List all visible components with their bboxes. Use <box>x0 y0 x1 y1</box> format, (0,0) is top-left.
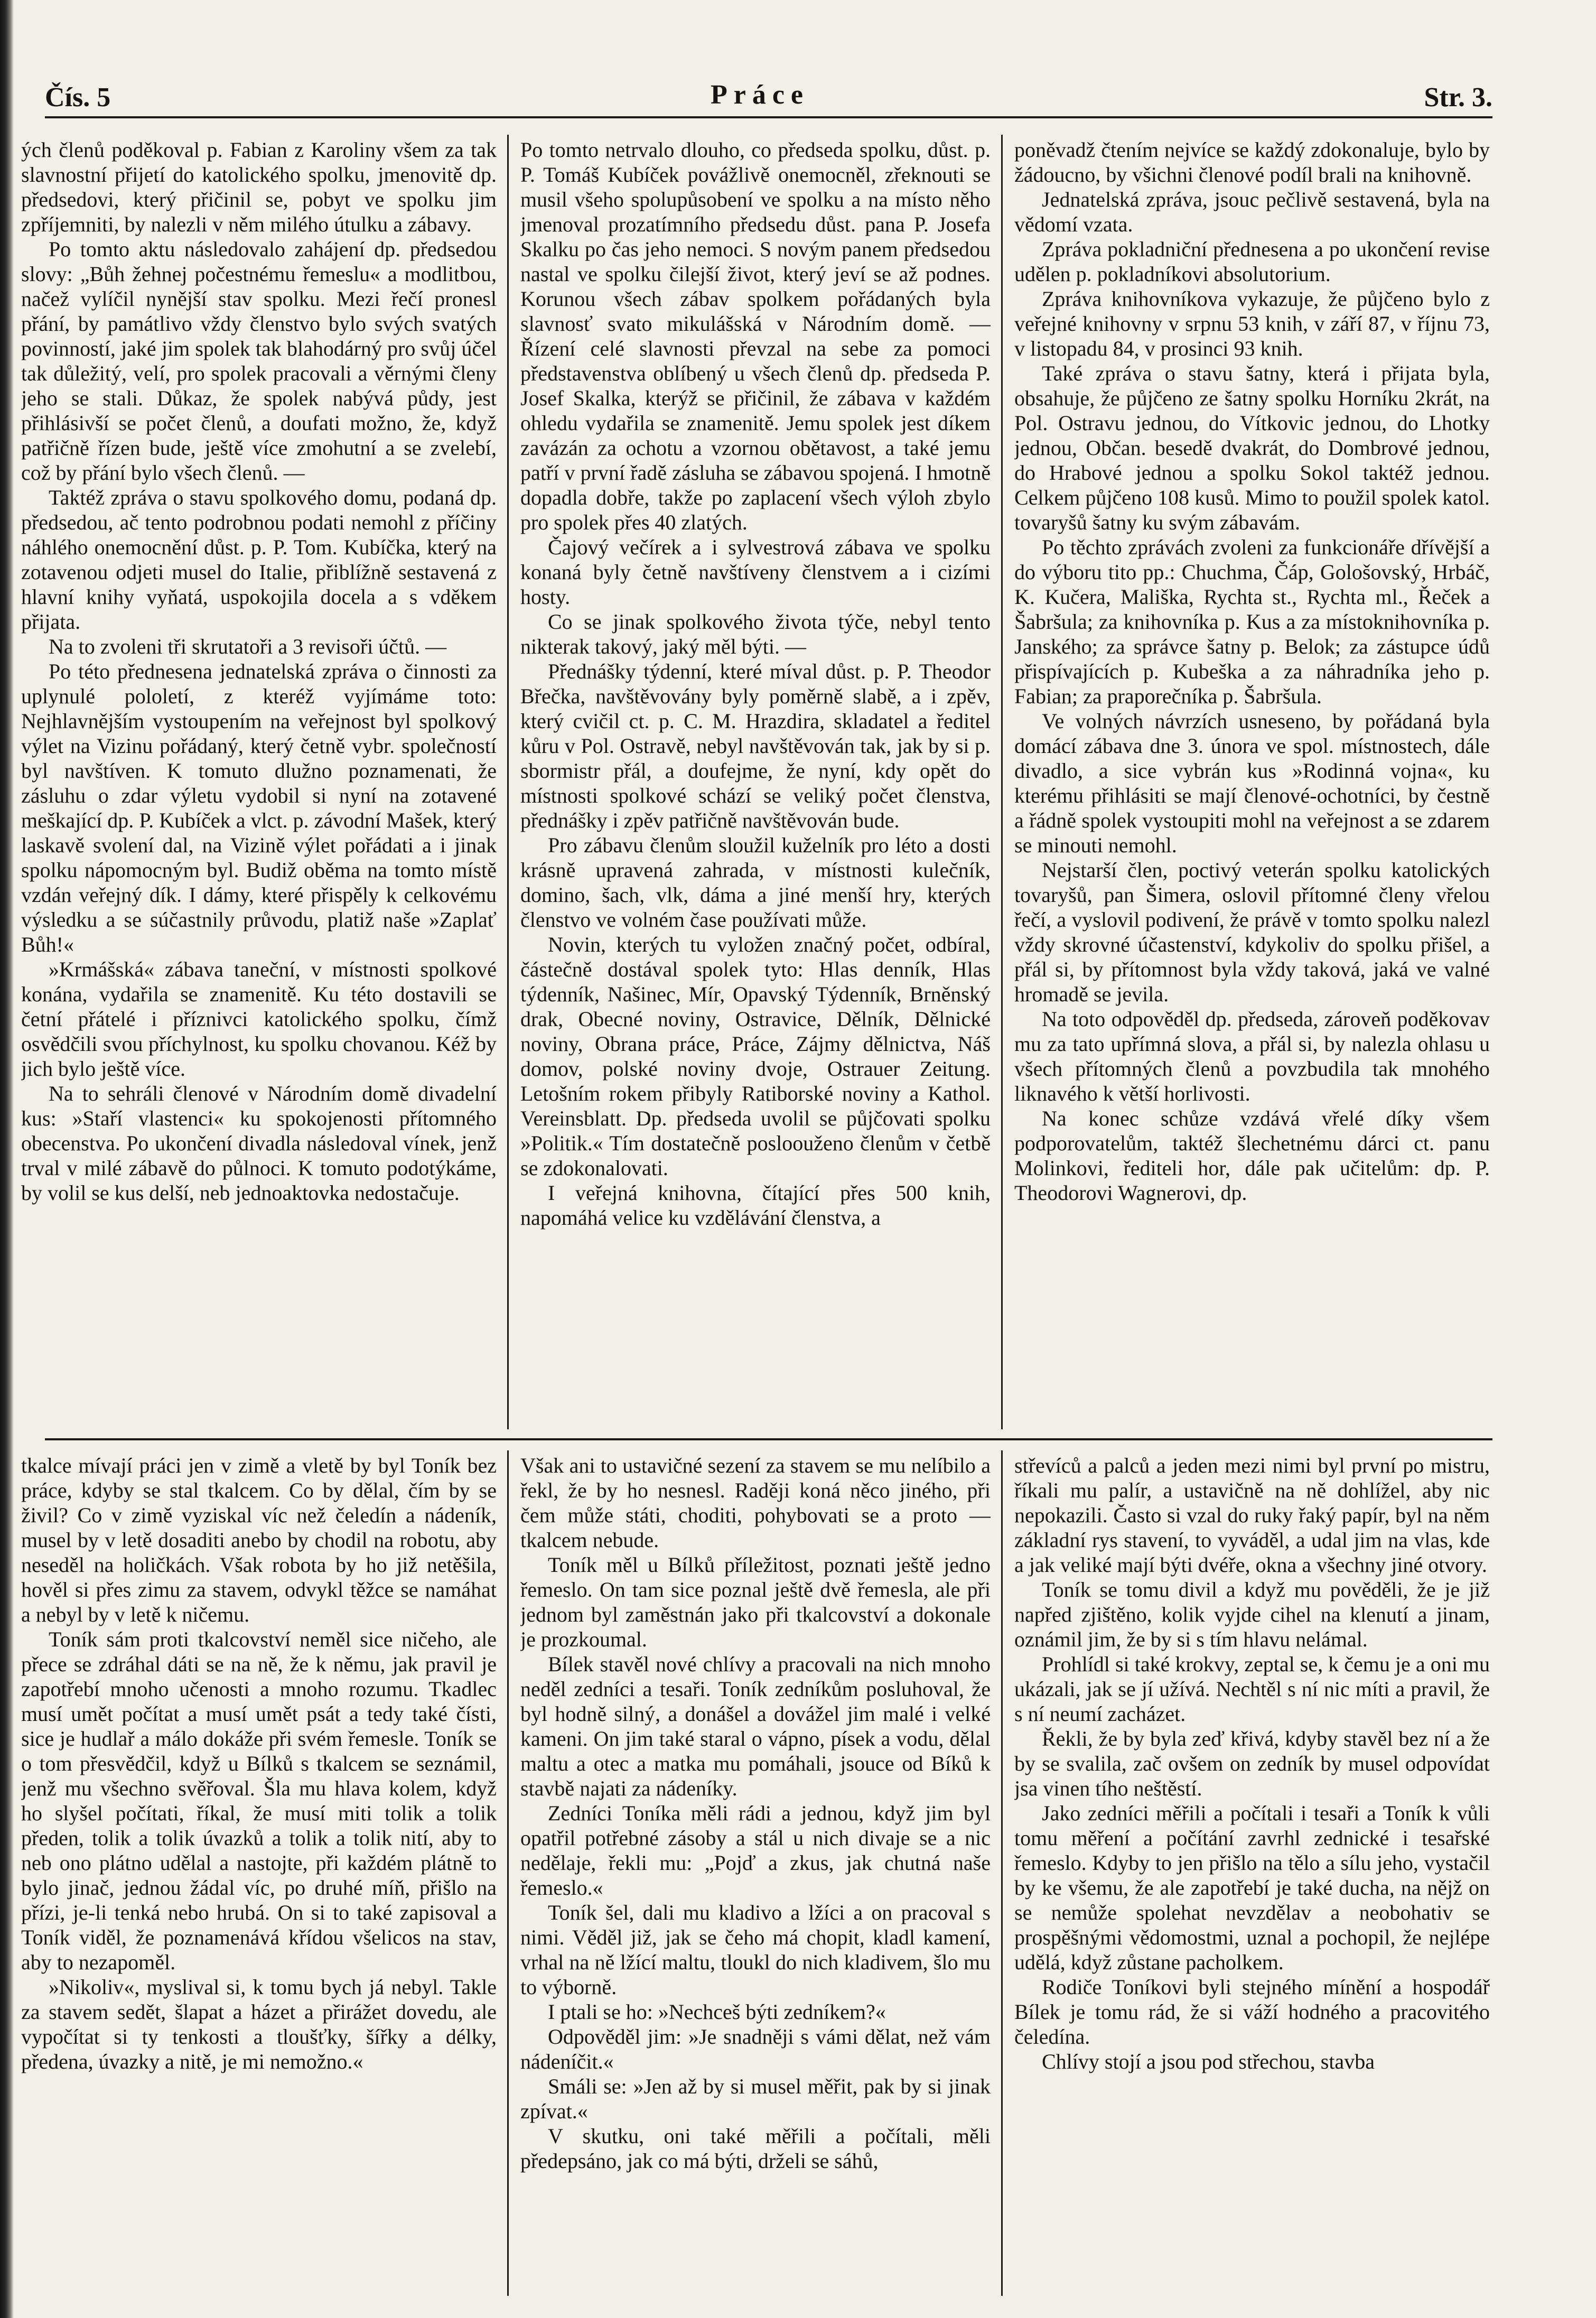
article-column-upper-3 <box>1014 137 1490 1427</box>
paragraph: tkalce mívají práci jen v zimě a vletě by byl Toník bez práce, kdyby se stal tkalcem. Co by dělal, čím by se živil? Co v zimě vyziskal víc než čeledín a nádeník, musel by v letě dosaditi anebo by chodil na robotu, aby neseděl na holičkách. Však robota by ho již netěšila, hověl si přes zimu za stavem, odvykl těžce se namáhat a nebyl by v letě k ničemu. <box>21 1454 497 1626</box>
paragraph: Rodiče Toníkovi byli stejného mínění a hospodář Bílek je tomu rád, že si váží hodného a pracovitého čeledína. <box>1014 1975 1490 2049</box>
paragraph: Taktéž zpráva o stavu spolkového domu, podaná dp. předsedou, ač tento podrobnou podati nemohl z příčiny náhlého onemocnění důst. p. P. Tom. Kubíčka, který na zotavenou odjeti musel do Italie, přiblížně sestavená z hlavní knihy vyňatá, uspokojila docela a s vděkem přijata. <box>21 486 497 634</box>
paragraph: »Krmášská« zábava taneční, v místnosti spolkové konána, vydařila se znamenitě. Ku této dostavili se četní přátelé i příznivci katolického spolku, čímž osvědčili svou příchylnost, ku spolku chovanou. Kéž by jich bylo ještě více. <box>21 957 497 1081</box>
paragraph: Po tomto aktu následovalo zahájení dp. předsedou slovy: „Bůh žehnej počestnému řemeslu« a modlitbou, načež vylíčil nynější stav spolku. Mezi řečí pronesl přání, by památlivo vždy členstvo bylo svých svatých povinností, jaké jim spolek tak blahodárný pro svůj účel tak důležitý, velí, pro spolek pracovali a věrnými členy jeho se stali. Důkaz, že spolek nabývá půdy, jest přihlásivší se počet členů, a doufati možno, že, když patřičně řízen bude, ještě více zmohutní a se zvelebí, což by přání bylo všech členů. — <box>21 237 497 485</box>
paragraph: Novin, kterých tu vyložen značný počet, odbíral, částečně dostával spolek tyto: Hlas denník, Hlas týdenník, Našinec, Mír, Opavský Týdenník, Brněnský drak, Obecné noviny, Ostravice, Dělník, Dělnické noviny, Obrana práce, Práce, Zájmy dělnictva, Náš domov, polské noviny dvoje, Ostrauer Zeitung. Letošním rokem přibyly Ratiborské noviny a Kathol. Vereinsblatt. Dp. předseda uvolil se půjčovati spolku »Politik.« Tím dostatečně posloouženo členům v četbě se zdokonalovati. <box>520 933 991 1180</box>
page-number: Str. 3. <box>1424 82 1492 113</box>
paragraph: Toník šel, dali mu kladivo a lžíci a on pracoval s nimi. Věděl již, jak se čeho má chopit, kladl kamení, vrhal na ně lžící maltu, tloukl do nich kladivem, šlo mu to výborně. <box>520 1901 991 1999</box>
paragraph: ých členů poděkoval p. Fabian z Karoliny všem za tak slavnostní přijetí do katolického spolku, jmenovitě dp. předsedovi, který přičinil se, pobyt ve spolku jim zpříjemniti, by nalezli v něm milého útulku a zábavy. <box>21 138 497 236</box>
column-divider <box>507 1450 509 2296</box>
paragraph: Prohlídl si také krokvy, zeptal se, k čemu je a oni mu ukázali, jak se jí užívá. Nechtěl s ní nic míti a pravil, že s ní neumí zacházet. <box>1014 1652 1490 1726</box>
paragraph: Ve volných návrzích usneseno, by pořádaná byla domácí zábava dne 3. února ve spol. místnostech, dále divadlo, a sice vybrán kus »Rodinná vojna«, ku kterému přihlásiti se mají členové-ochotníci, by čestně a řádně spolek vystoupiti mohl na veřejnost a se zdarem se minouti nemohl. <box>1014 709 1490 857</box>
column-divider <box>1001 135 1003 1429</box>
story-column-lower-1 <box>21 1453 497 2298</box>
header-rule <box>45 116 1492 118</box>
paragraph: střevíců a palců a jeden mezi nimi byl první po mistru, říkali mu palír, a ustavičně na ně dohlížel, aby nic nepokazili. Často si vzal do ruky řaký papír, byl na něm základní rys stavení, to vyváděl, a udal jim na vlas, kde a jak veliké mají býti dvéře, okna a všechny jiné otvory. <box>1014 1454 1490 1577</box>
paragraph: Čajový večírek a i sylvestrová zábava ve spolku konaná byly četně navštíveny členstvem a i cizími hosty. <box>520 535 991 609</box>
paragraph: I ptali se ho: »Nechceš býti zedníkem?« <box>548 2000 886 2024</box>
paragraph: Zpráva knihovníkova vykazuje, že půjčeno bylo z veřejné knihovny v srpnu 53 knih, v září 87, v říjnu 73, v listopadu 84, v prosinci 93 knih. <box>1014 287 1490 360</box>
paragraph: Však ani to ustavičné sezení za stavem se mu nelíbilo a řekl, že by ho nesnesl. Raději koná něco jiného, při čem může státi, choditi, pohybovati se a proto — tkalcem nebude. <box>520 1454 991 1552</box>
scan-binding-edge <box>0 0 14 2318</box>
paragraph: Smáli se: »Jen až by si musel měřit, pak by si jinak zpívat.« <box>520 2074 991 2123</box>
paragraph: »Nikoliv«, myslival si, k tomu bych já nebyl. Takle za stavem sedět, šlapat a házet a přirážet dovedu, ale vypočítat si ty tenkosti a tloušťky, šířky a délky, předena, úvazky a nitě, je mi nemožno.« <box>21 1975 497 2073</box>
paragraph: poněvadž čtením nejvíce se každý zdokonaluje, bylo by žádoucno, by všichni členové podíl brali na knihovně. <box>1014 138 1490 187</box>
paragraph: Na to sehráli členové v Národním domě divadelní kus: »Staří vlastenci« ku spokojenosti přítomného obecenstva. Po ukončení divadla následoval vínek, jenž trval v milé zábavě do půlnoci. K tomuto podotýkáme, by volil se kus delší, neb jednoaktovka nedostačuje. <box>21 1082 497 1205</box>
paragraph: Zedníci Toníka měli rádi a jednou, když jim byl opatřil potřebné zásoby a stál u nich divaje se a nic nedělaje, řekli mu: „Pojď a zkus, jak chutná naše řemeslo.« <box>520 1801 991 1900</box>
paragraph: Pro zábavu členům sloužil kuželník pro léto a dosti krásně upravená zahrada, v místnosti kulečník, domino, šach, vlk, dáma a jiné menší hry, kterých členstvo ve volném čase používati může. <box>520 833 991 932</box>
article-column-upper-2 <box>520 137 991 1427</box>
paragraph: Jako zedníci měřili a počítali i tesaři a Toník k vůli tomu měření a počítání zavrhl zednické i tesařské řemeslo. Kdyby to jen přišlo na tělo a sílu jeho, vystačil by ke všemu, že ale zapotřebí je také ducha, na nějž on se nemůže spolehat nevzdělav a neobohativ se prospěšnými vědomostmi, uznal a pochopil, že nejlépe udělá, když zůstane pacholkem. <box>1014 1801 1490 1974</box>
paragraph: Jednatelská zpráva, jsouc pečlivě sestavená, byla na vědomí vzata. <box>1014 188 1490 236</box>
paragraph: Po této přednesena jednatelská zpráva o činnosti za uplynulé pololetí, z kteréž vyjímáme toto: Nejhlavnějším vystoupením na veřejnost byl spolkový výlet na Vizinu pořádaný, který četně vybr. společností byl navštíven. K tomuto dlužno poznamenati, že zásluhu o zdar výletu vydobil si nyní na zotavené meškající dp. P. Kubíček a vlct. p. závodní Mašek, který laskavě svolení dal, na Vizině výlet pořádati a i jinak spolku nápomocným byl. Budiž oběma na tomto místě vzdán veřejný dík. I dámy, které přispěly k celkovému výsledku a se súčastnily průvodu, platiž naše »Zaplať Bůh!« <box>21 659 497 956</box>
paragraph: Po těchto zprávách zvoleni za funkcionáře dřívější a do výboru tito pp.: Chuchma, Čáp, Gološovský, Hrbáč, K. Kučera, Mališka, Rychta st., Rychta ml., Řeček a Šabršula; za knihovníka p. Kus a za místoknihovníka p. Janského; za správce šatny p. Belok; za zástupce údů přispívajících p. Kubeška a za náhradníka jeho p. Fabian; za praporečníka p. Šabršula. <box>1014 535 1490 708</box>
paragraph: Po tomto netrvalo dlouho, co předseda spolku, důst. p. P. Tomáš Kubíček povážlivě onemocněl, zřeknouti se musil všeho spolupůsobení ve spolku a na místo něho jmenoval prozatímního předsedu důst. pana P. Josefa Skalku po čas jeho nemoci. S novým panem předsedou nastal ve spolku čilejší život, který jeví se až podnes. Korunou všech zábav spolkem pořádaných byla slavnosť svato mikulášská v Národním domě. — Řízení celé slavnosti převzal na sebe za pomoci představenstva oblíbený u všech členů dp. předseda P. Josef Skalka, kterýž se přičinil, že zábava v každém ohledu vydařila se znamenitě. Jemu spolek jest díkem zavázán za ochotu a vzornou obětavost, a také jemu patří v první řadě zásluha se zábavou spojená. I hmotně dopadla dobře, takže po zaplacení všech výloh zbylo pro spolek přes 40 zlatých. <box>520 138 991 534</box>
paragraph: Toník měl u Bílků příležitost, poznati ještě jedno řemeslo. On tam sice poznal ještě dvě řemesla, ale při jednom byl zaměstnán jako při tkalcovství a dokonale je prozkoumal. <box>520 1553 991 1651</box>
paragraph: Přednášky týdenní, které míval důst. p. P. Theodor Břečka, navštěvovány byly poměrně slabě, a i zpěv, který cvičil ct. p. C. M. Hrazdira, skladatel a ředitel kůru v Pol. Ostravě, nebyl navštěvován tak, jak by si p. sbormistr přál, a doufejme, že nyní, kdy opět do místnosti spolkové schází se veliký počet členstva, přednášky i zpěv patřičně navštěvován bude. <box>520 659 991 832</box>
paragraph: Co se jinak spolkového života týče, nebyl tento nikterak takový, jaký měl býti. — <box>520 610 991 658</box>
story-column-lower-2 <box>520 1453 991 2298</box>
paragraph: I veřejná knihovna, čítající přes 500 knih, napomáhá velice ku vzdělávání členstva, a <box>520 1181 991 1230</box>
paragraph: Odpověděl jim: »Je snadněji s vámi dělat, než vám nádeníčit.« <box>520 2025 991 2073</box>
masthead-title: Práce <box>711 80 810 110</box>
paragraph: Na to zvoleni tři skrutatoři a 3 revisoři účtů. — <box>49 635 447 658</box>
paragraph: Na toto odpověděl dp. předseda, zároveň poděkovav mu za tato upřímná slova, a přál si, by nalezla ohlasu u všech přítomných členů a povzbudila tak mnohého liknavého k větší horlivosti. <box>1014 1007 1490 1105</box>
paragraph: Bílek stavěl nové chlívy a pracovali na nich mnoho neděl zedníci a tesaři. Toník zedníkům posluhoval, že byl hodně silný, a donášel a dovážel jim malé i velké kameni. On jim také staral o vápno, písek a vodu, dělal maltu a otec a matka mu pomáhali, jsouce od Bíků k stavbě najati za nádeníky. <box>520 1652 991 1800</box>
paragraph: V skutku, oni také měřili a počítali, měli předepsáno, jak co má býti, drželi se sáhů, <box>520 2124 991 2173</box>
issue-number: Čís. 5 <box>45 82 111 113</box>
paragraph: Toník se tomu divil a když mu pověděli, že je již napřed zjištěno, kolik vyjde cihel na klenutí a jinam, oznámil jim, že by si s tím hlavu nelámal. <box>1014 1578 1490 1651</box>
paragraph: Chlívy stojí a jsou pod střechou, stavba <box>1042 2050 1375 2073</box>
column-divider <box>1001 1450 1003 2296</box>
paragraph: Toník sám proti tkalcovství neměl sice ničeho, ale přece se zdráhal dáti se na ně, že k němu, jak pravil je zapotřebí mnoho učenosti a mnoho rozumu. Tkadlec musí umět počítat a musí umět psát a tedy také čísti, sice je hudlař a málo dokáže při svém řemesle. Toník se o tom přesvědčil, když u Bílků s tkalcem se seznámil, jenž mu všechno svěřoval. Šla mu hlava kolem, když ho slyšel počítati, říkal, že musí miti tolik a tolik předen, tolik a tolik úvazků a tolik a tolik nití, aby to neb ono plátno udělal a nastojte, při každém plátně to bylo jinač, jednou žádal víc, po druhé míň, přišlo na přízi, je-li tenká nebo hrubá. On si to také zapisoval a Toník viděl, že poznamenává křídou všelicos na stav, aby to nezapoměl. <box>21 1627 497 1974</box>
page-header <box>45 79 1492 116</box>
paragraph: Nejstarší člen, poctivý veterán spolku katolických tovaryšů, pan Šimera, oslovil přítomné členy vřelou řečí, a vyslovil podivení, že právě v tomto spolku nalezl vždy skrovné účastenství, kdykoliv do spolku přišel, a přál si, by přítomnost byla vždy taková, jaká ve valné hromadě se jevila. <box>1014 858 1490 1006</box>
story-column-lower-3 <box>1014 1453 1490 2298</box>
section-separator <box>45 1438 1492 1440</box>
article-column-upper-1 <box>21 137 497 1427</box>
paragraph: Také zpráva o stavu šatny, která i přijata byla, obsahuje, že půjčeno ze šatny spolku Horníku 2krát, na Pol. Ostravu jednou, do Vítkovic jednou, do Lhotky jednou, Občan. besedě dvakrát, do Dombrové jednou, do Hrabové jednou a spolku Sokol taktéž jednou. Celkem půjčeno 108 kusů. Mimo to použil spolek katol. tovaryšů šatny ku svým zábavám. <box>1014 361 1490 534</box>
paragraph: Zpráva pokladniční přednesena a po ukončení revise udělen p. pokladníkovi absolutorium. <box>1014 237 1490 286</box>
paragraph: Na konec schůze vzdává vřelé díky všem podporovatelům, taktéž šlechetnému dárci ct. panu Molinkovi, řediteli hor, dále pak učitelům: dp. P. Theodorovi Wagnerovi, dp. <box>1014 1106 1490 1205</box>
paragraph: Řekli, že by byla zeď křivá, kdyby stavěl bez ní a že by se svalila, zač ovšem on zedník by musel odpovídat jsa vinen tího neštěstí. <box>1014 1727 1490 1800</box>
column-divider <box>507 135 509 1429</box>
